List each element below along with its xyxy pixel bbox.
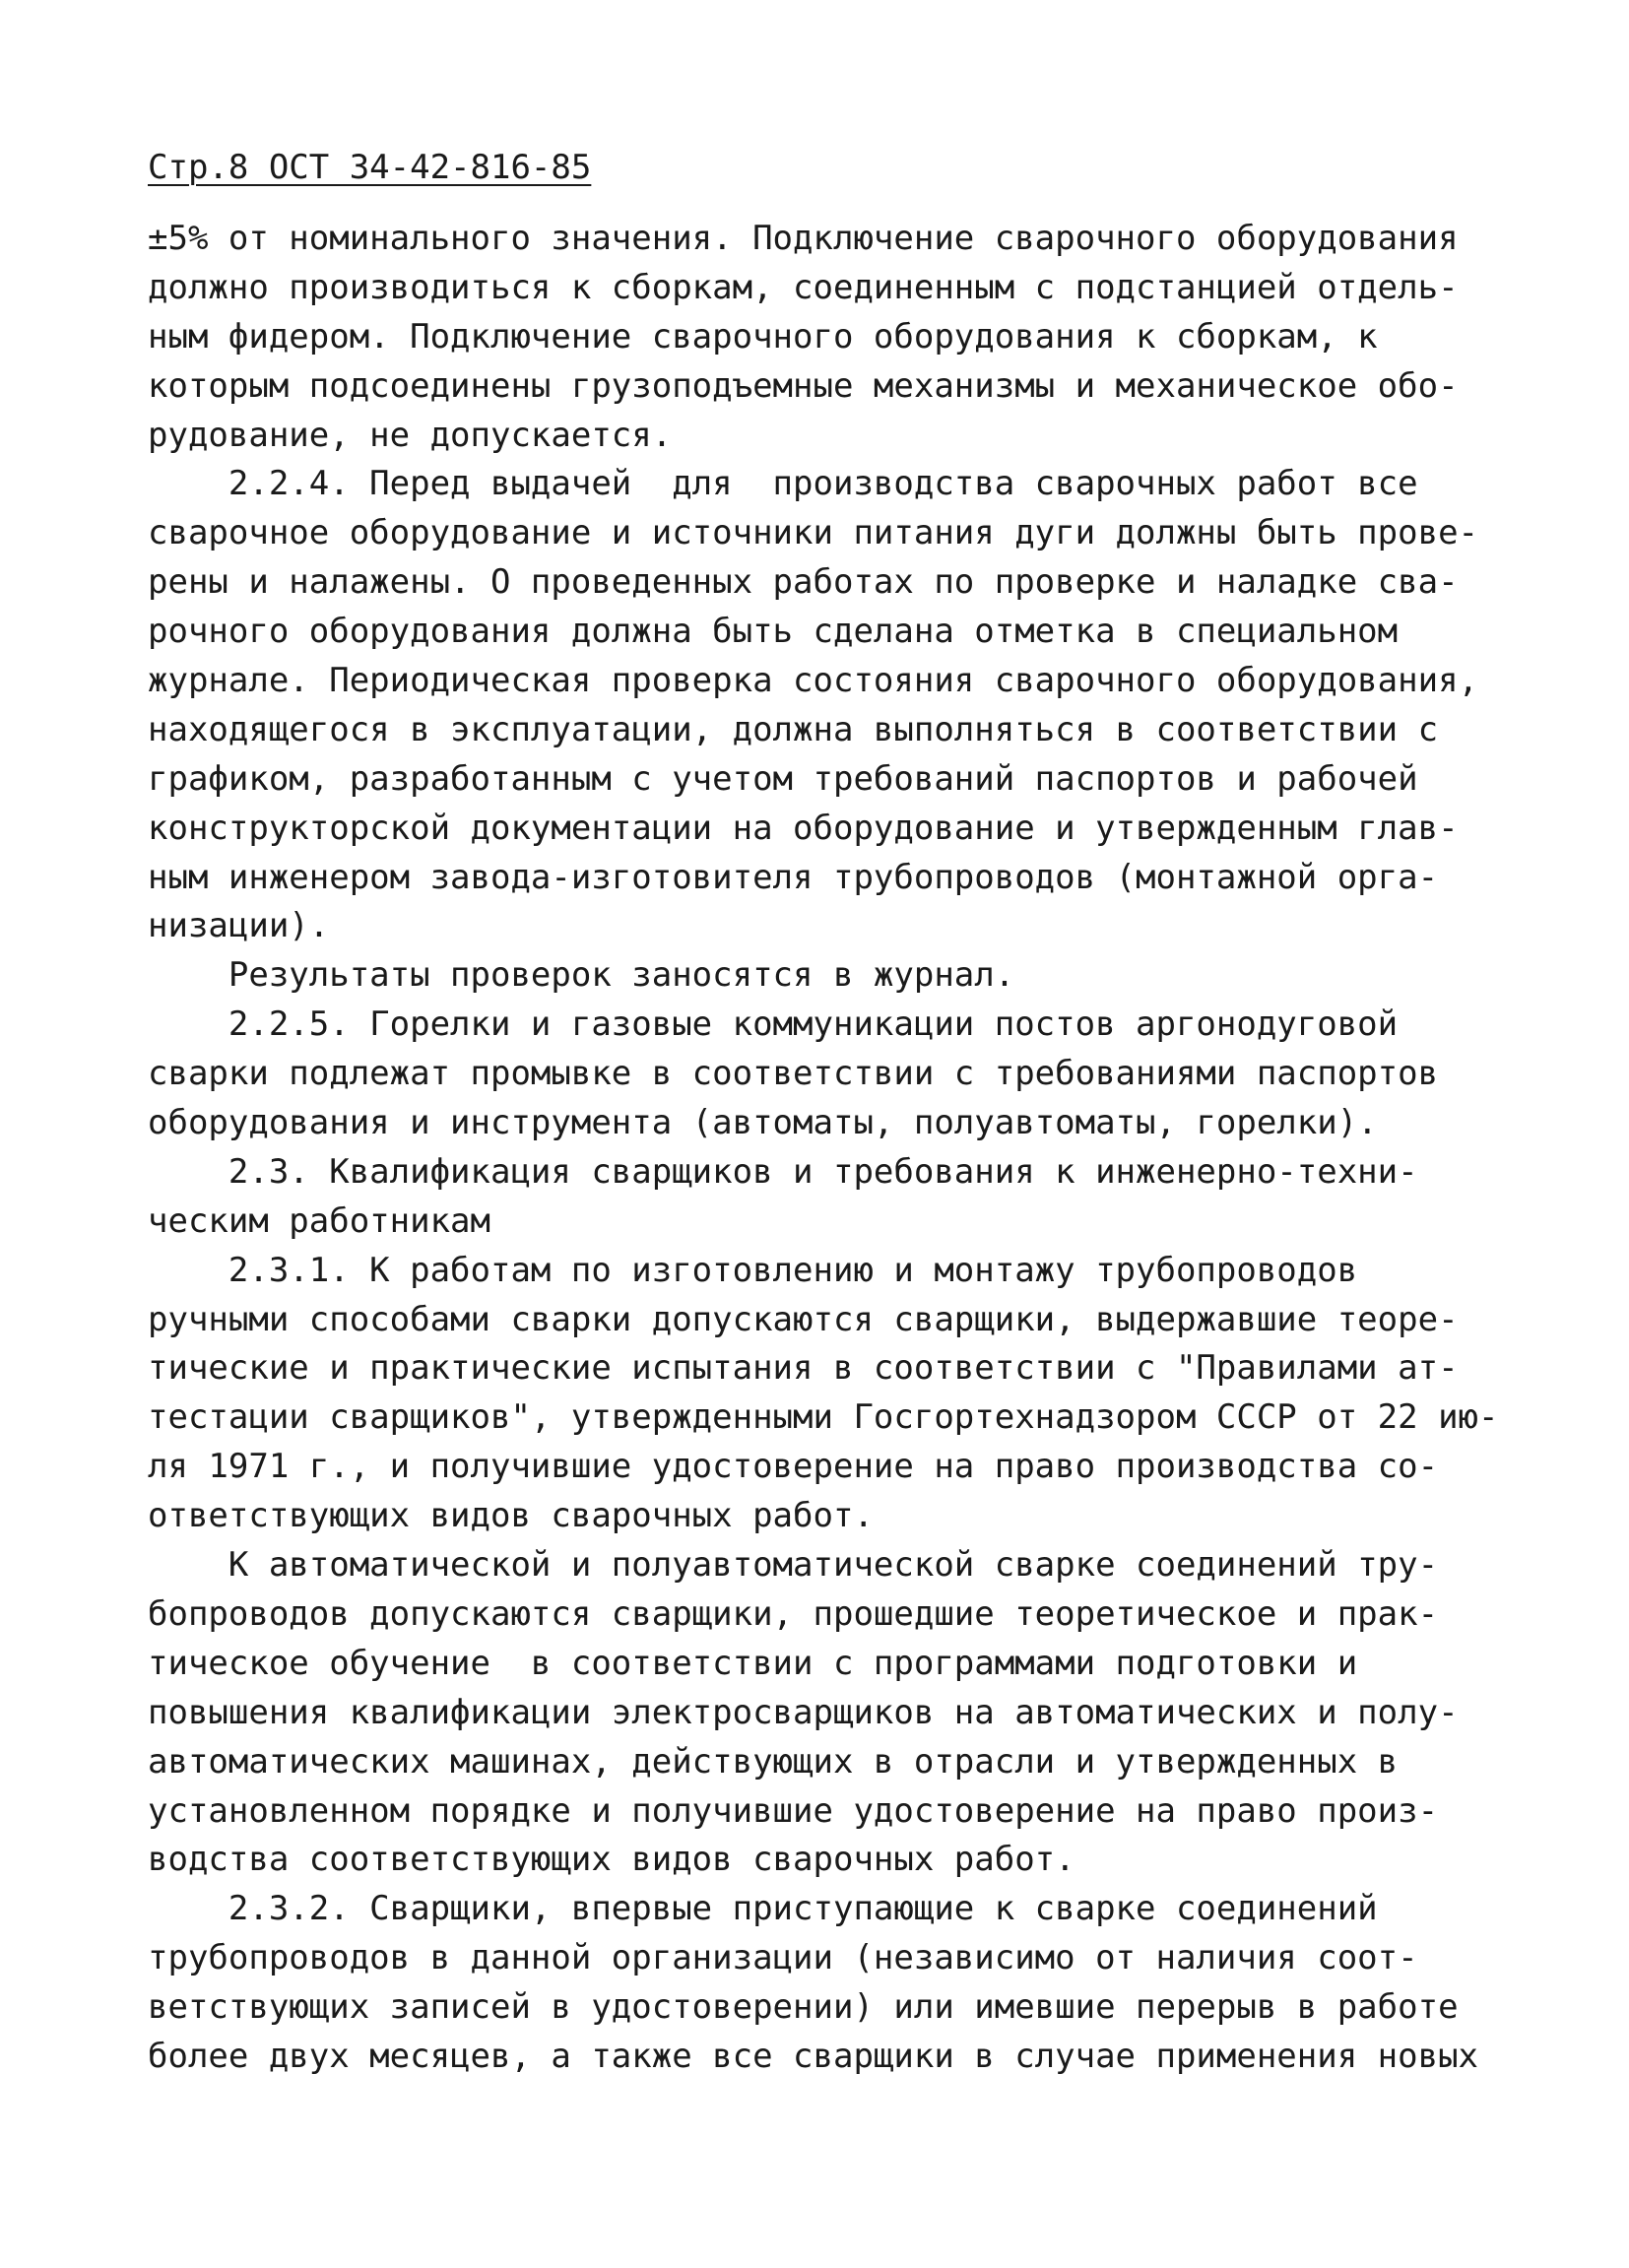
- text-line: которым подсоединены грузоподъемные механизмы и механическое обо-: [148, 365, 1459, 406]
- text-line: должно производиться к сборкам, соединенным с подстанцией отдель-: [148, 267, 1459, 307]
- text-line: ветствующих записей в удостоверении) или имевшие перерыв в работе: [148, 1987, 1459, 2028]
- text-line: ответствующих видов сварочных работ.: [148, 1496, 874, 1536]
- text-line: 2.2.4. Перед выдачей для производства сварочных работ все: [148, 464, 1418, 504]
- text-line: более двух месяцев, а также все сварщики в случае применения новых: [148, 2036, 1479, 2076]
- text-line: ным инженером завода-изготовителя трубопроводов (монтажной орга-: [148, 857, 1439, 897]
- text-line: конструкторской документации на оборудование и утвержденным глав-: [148, 808, 1459, 848]
- text-line: рены и налажены. О проведенных работах по проверке и наладке сва-: [148, 562, 1459, 603]
- text-line: автоматических машинах, действующих в отрасли и утвержденных в: [148, 1741, 1399, 1782]
- page-header: Стр.8 ОСТ 34-42-816-85: [148, 148, 592, 187]
- text-line: водства соответствующих видов сварочных работ.: [148, 1840, 1075, 1880]
- text-line: Результаты проверок заносятся в журнал.: [148, 955, 1015, 996]
- text-line: трубопроводов в данной организации (независимо от наличия соот-: [148, 1938, 1418, 1978]
- text-line: 2.3.1. К работам по изготовлению и монтажу трубопроводов: [148, 1250, 1358, 1290]
- text-line: 2.3.2. Сварщики, впервые приступающие к сварке соединений: [148, 1889, 1378, 1929]
- text-line: оборудования и инструмента (автоматы, полуавтоматы, горелки).: [148, 1103, 1378, 1143]
- text-line: ручными способами сварки допускаются сварщики, выдержавшие теоре-: [148, 1299, 1459, 1339]
- text-line: тестации сварщиков", утвержденными Госгортехнадзором СССР от 22 ию-: [148, 1397, 1499, 1438]
- text-line: ческим работникам: [148, 1200, 490, 1241]
- text-line: повышения квалификации электросварщиков на автоматических и полу-: [148, 1692, 1459, 1732]
- text-line: рудование, не допускается.: [148, 415, 673, 455]
- text-line: тическое обучение в соответствии с программами подготовки и: [148, 1643, 1358, 1683]
- text-line: сварки подлежат промывке в соответствии с требованиями паспортов: [148, 1054, 1439, 1094]
- text-line: рочного оборудования должна быть сделана отметка в специальном: [148, 612, 1399, 652]
- text-line: ля 1971 г., и получившие удостоверение на право производства со-: [148, 1447, 1439, 1487]
- text-line: графиком, разработанным с учетом требований паспортов и рабочей: [148, 758, 1418, 799]
- text-line: ным фидером. Подключение сварочного оборудования к сборкам, к: [148, 316, 1378, 356]
- text-line: установленном порядке и получившие удостоверение на право произ-: [148, 1790, 1439, 1831]
- text-line: ±5% от номинального значения. Подключение сварочного оборудования: [148, 219, 1459, 258]
- text-line: тические и практические испытания в соответствии с "Правилами ат-: [148, 1348, 1459, 1389]
- text-line: находящегося в эксплуатации, должна выполняться в соответствии с: [148, 709, 1439, 749]
- text-line: К автоматической и полуавтоматической сварке соединений тру-: [148, 1545, 1439, 1586]
- text-line: 2.3. Квалификация сварщиков и требования к инженерно-техни-: [148, 1151, 1418, 1192]
- text-line: 2.2.5. Горелки и газовые коммуникации постов аргонодуговой: [148, 1004, 1399, 1045]
- text-line: сварочное оборудование и источники питания дуги должны быть прове-: [148, 513, 1479, 553]
- text-line: журнале. Периодическая проверка состояния сварочного оборудования,: [148, 661, 1479, 701]
- text-line: бопроводов допускаются сварщики, прошедшие теоретическое и прак-: [148, 1593, 1439, 1634]
- text-line: низации).: [148, 906, 330, 946]
- document-body: [148, 215, 1499, 2082]
